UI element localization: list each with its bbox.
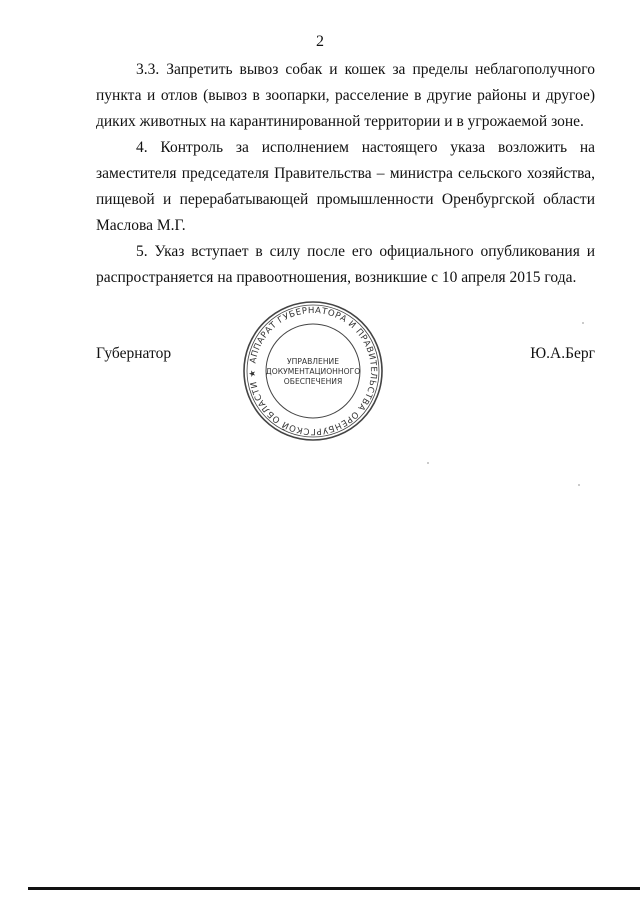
seal-center-line-3: ОБЕСПЕЧЕНИЯ — [283, 377, 343, 386]
scan-speck — [582, 322, 584, 324]
scan-speck — [427, 462, 429, 464]
page-number: 2 — [316, 33, 324, 50]
seal-center-line-1: УПРАВЛЕНИЕ — [286, 357, 340, 366]
signatory-name: Ю.А.Берг — [530, 345, 595, 362]
paragraph-4: 4. Контроль за исполнением настоящего указа возложить на заместителя председателя Правительства – министра сельского хозяйства, пищевой и перерабатывающей промышленности Оренбургской области Маслова М.Г. — [96, 139, 595, 234]
seal-center-line-2: ДОКУМЕНТАЦИОННОГО — [265, 367, 361, 376]
bottom-rule — [28, 887, 640, 890]
scan-speck — [578, 484, 580, 486]
official-seal — [242, 300, 384, 442]
paragraph-5: 5. Указ вступает в силу после его официального опубликования и распространяется на правоотношения, возникшие с 10 апреля 2015 года. — [96, 243, 595, 286]
seal-ring-text: АППАРАТ ГУБЕРНАТОРА И ПРАВИТЕЛЬСТВА ОРЕНБУРГСКОЙ ОБЛАСТИ ★ — [247, 305, 379, 437]
paragraph-3-3: 3.3. Запретить вывоз собак и кошек за пределы неблагополучного пункта и отлов (вывоз в зоопарки, расселение в другие районы и другое) диких животных на карантинированной территории и в угрожаемой зоне. — [96, 61, 595, 130]
signatory-title: Губернатор — [96, 345, 172, 362]
